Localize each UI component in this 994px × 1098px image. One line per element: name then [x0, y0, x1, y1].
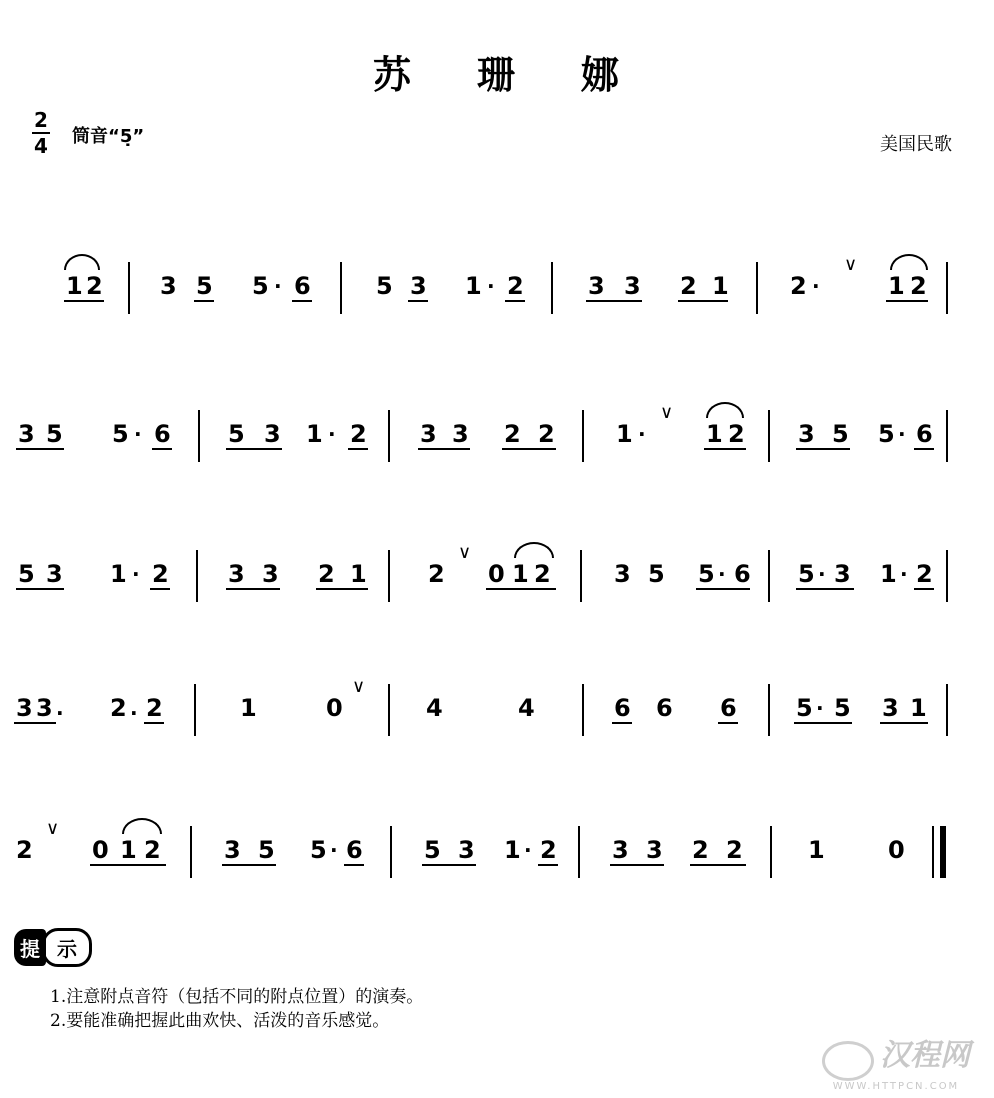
barline: [768, 684, 770, 736]
note: 3: [882, 694, 899, 722]
note: 2: [680, 272, 697, 300]
note: 0: [326, 694, 343, 722]
beat-underline: [796, 448, 850, 450]
key-signature: 筒音“5̣”: [72, 126, 145, 147]
note: 1: [706, 420, 723, 448]
note: 3: [646, 836, 663, 864]
note: 5: [258, 836, 275, 864]
note: 3: [262, 560, 279, 588]
breath-mark: ∨: [46, 818, 60, 839]
beat-underline: [226, 448, 282, 450]
watermark-logo-icon: [822, 1041, 874, 1081]
barline: [194, 684, 196, 736]
note: 2: [144, 836, 161, 864]
note: 1: [880, 560, 897, 588]
note: 3: [18, 420, 35, 448]
augmentation-dot: .: [130, 696, 138, 720]
note: 2: [16, 836, 33, 864]
breath-mark: ∨: [458, 542, 472, 563]
note: 0: [888, 836, 905, 864]
note: 2: [540, 836, 557, 864]
tip-badge-ti: 提: [14, 929, 46, 966]
note: 2: [152, 560, 169, 588]
note: 5: [798, 560, 815, 588]
note: 2: [146, 694, 163, 722]
note: 2: [86, 272, 103, 300]
augmentation-dot: ·: [328, 422, 336, 446]
note: 1: [66, 272, 83, 300]
barline: [388, 550, 390, 602]
note: 3: [614, 560, 631, 588]
note: 5: [834, 694, 851, 722]
note: 3: [224, 836, 241, 864]
note: 3: [160, 272, 177, 300]
slur-arc: [514, 542, 554, 558]
barline: [578, 826, 580, 878]
note: 1: [350, 560, 367, 588]
augmentation-dot: ·: [898, 422, 906, 446]
note: 4: [518, 694, 535, 722]
note: 5: [376, 272, 393, 300]
time-signature-top: 2: [34, 108, 48, 132]
note: 1: [120, 836, 137, 864]
watermark-text: 汉程网: [880, 1038, 970, 1073]
augmentation-dot: ·: [132, 562, 140, 586]
tips-list: [50, 985, 423, 1033]
note: 3: [834, 560, 851, 588]
note: 3: [612, 836, 629, 864]
beat-underline: [678, 300, 728, 302]
note: 2: [318, 560, 335, 588]
note: 6: [346, 836, 363, 864]
barline: [932, 826, 934, 878]
beat-underline: [610, 864, 664, 866]
augmentation-dot: ·: [718, 562, 726, 586]
note: 2: [910, 272, 927, 300]
note: 1: [240, 694, 257, 722]
breath-mark: ∨: [844, 254, 858, 275]
beat-underline: [344, 864, 364, 866]
beat-underline: [502, 448, 556, 450]
barline: [198, 410, 200, 462]
note: 6: [720, 694, 737, 722]
note: 3: [264, 420, 281, 448]
beat-underline: [418, 448, 470, 450]
augmentation-dot: ·: [818, 562, 826, 586]
augmentation-dot: ·: [812, 274, 820, 298]
barline: [946, 550, 948, 602]
barline: [340, 262, 342, 314]
augmentation-dot: ·: [274, 274, 282, 298]
beat-underline: [292, 300, 312, 302]
barline: [580, 550, 582, 602]
beat-underline: [505, 300, 525, 302]
note: 1: [306, 420, 323, 448]
barline: [196, 550, 198, 602]
beat-underline: [704, 448, 746, 450]
note: 0: [92, 836, 109, 864]
barline: [390, 826, 392, 878]
barline: [582, 684, 584, 736]
barline: [770, 826, 772, 878]
beat-underline: [16, 588, 64, 590]
note: 2: [507, 272, 524, 300]
slur-arc: [122, 818, 162, 834]
beat-underline: [150, 588, 170, 590]
beat-underline: [118, 864, 166, 866]
beat-underline: [612, 722, 632, 724]
beat-underline: [886, 300, 928, 302]
barline: [768, 410, 770, 462]
note: 5: [18, 560, 35, 588]
note: 3: [16, 694, 33, 722]
beat-underline: [796, 588, 854, 590]
beat-underline: [696, 588, 750, 590]
tip-2: 2.要能准确把握此曲欢快、活泼的音乐感觉。: [50, 1011, 390, 1031]
barline: [756, 262, 758, 314]
note: 5: [310, 836, 327, 864]
watermark-url: WWW.HTTPCN.COM: [832, 1080, 960, 1092]
time-signature: [30, 108, 52, 158]
note: 1: [712, 272, 729, 300]
beat-underline: [718, 722, 738, 724]
beat-underline: [64, 300, 104, 302]
augmentation-dot: ·: [638, 422, 646, 446]
note: 6: [916, 420, 933, 448]
note: 5: [252, 272, 269, 300]
barline: [551, 262, 553, 314]
note: 4: [426, 694, 443, 722]
note: 5: [228, 420, 245, 448]
note: 5: [698, 560, 715, 588]
note: 6: [656, 694, 673, 722]
barline: [946, 410, 948, 462]
note: 1: [616, 420, 633, 448]
note: 2: [692, 836, 709, 864]
composer-credit: 美国民歌: [880, 134, 952, 155]
note: 6: [154, 420, 171, 448]
beat-underline: [144, 722, 164, 724]
note: 5: [832, 420, 849, 448]
augmentation-dot: ·: [330, 838, 338, 862]
beat-underline: [152, 448, 172, 450]
barline: [388, 684, 390, 736]
note: 1: [504, 836, 521, 864]
note: 2: [790, 272, 807, 300]
beat-underline: [14, 722, 56, 724]
augmentation-dot: ·: [487, 274, 495, 298]
note: 5: [424, 836, 441, 864]
note: 2: [504, 420, 521, 448]
barline: [388, 410, 390, 462]
slur-arc: [64, 254, 100, 270]
note: 2: [728, 420, 745, 448]
tip-badge-shi: 示: [42, 928, 92, 967]
beat-underline: [586, 300, 642, 302]
final-barline: [940, 826, 946, 878]
note: 3: [36, 694, 53, 722]
beat-underline: [914, 588, 934, 590]
note: 1: [465, 272, 482, 300]
beat-underline: [880, 722, 928, 724]
note: 0: [488, 560, 505, 588]
note: 5: [46, 420, 63, 448]
note: 1: [110, 560, 127, 588]
beat-underline: [690, 864, 746, 866]
augmentation-dot: ·: [900, 562, 908, 586]
note: 3: [228, 560, 245, 588]
title-char-1: 苏: [372, 52, 413, 97]
augmentation-dot: .: [56, 696, 64, 720]
barline: [582, 410, 584, 462]
note: 2: [350, 420, 367, 448]
note: 5: [878, 420, 895, 448]
beat-underline: [316, 588, 368, 590]
note: 3: [798, 420, 815, 448]
note: 3: [588, 272, 605, 300]
breath-mark: ∨: [352, 676, 366, 697]
note: 5: [112, 420, 129, 448]
note: 2: [110, 694, 127, 722]
note: 5: [196, 272, 213, 300]
note: 2: [428, 560, 445, 588]
note: 6: [614, 694, 631, 722]
beat-underline: [538, 864, 558, 866]
breath-mark: ∨: [660, 402, 674, 423]
barline: [768, 550, 770, 602]
augmentation-dot: ·: [134, 422, 142, 446]
watermark: [822, 1030, 970, 1092]
note: 3: [420, 420, 437, 448]
title-char-3: 娜: [581, 52, 622, 97]
note: 3: [46, 560, 63, 588]
time-signature-bottom: 4: [34, 134, 48, 158]
note: 3: [458, 836, 475, 864]
beat-underline: [914, 448, 934, 450]
note: 2: [534, 560, 551, 588]
note: 1: [512, 560, 529, 588]
note: 5: [796, 694, 813, 722]
note: 2: [726, 836, 743, 864]
beat-underline: [16, 448, 64, 450]
note: 6: [734, 560, 751, 588]
note: 1: [888, 272, 905, 300]
note: 5: [648, 560, 665, 588]
beat-underline: [222, 864, 276, 866]
barline: [128, 262, 130, 314]
beat-underline: [226, 588, 280, 590]
beat-underline: [422, 864, 476, 866]
beat-underline: [510, 588, 556, 590]
title-char-2: 珊: [476, 52, 517, 97]
note: 1: [808, 836, 825, 864]
beat-underline: [794, 722, 852, 724]
tip-badge: [14, 928, 92, 967]
slur-arc: [890, 254, 928, 270]
augmentation-dot: ·: [524, 838, 532, 862]
tip-1: 1.注意附点音符（包括不同的附点位置）的演奏。: [50, 987, 424, 1007]
beat-underline: [194, 300, 214, 302]
barline: [190, 826, 192, 878]
augmentation-dot: ·: [816, 696, 824, 720]
slur-arc: [706, 402, 744, 418]
barline: [946, 684, 948, 736]
note: 3: [624, 272, 641, 300]
beat-underline: [348, 448, 368, 450]
note: 1: [910, 694, 927, 722]
note: 2: [916, 560, 933, 588]
beat-underline: [408, 300, 428, 302]
note: 3: [452, 420, 469, 448]
song-title: [0, 44, 994, 99]
barline: [946, 262, 948, 314]
note: 3: [410, 272, 427, 300]
note: 2: [538, 420, 555, 448]
note: 6: [294, 272, 311, 300]
